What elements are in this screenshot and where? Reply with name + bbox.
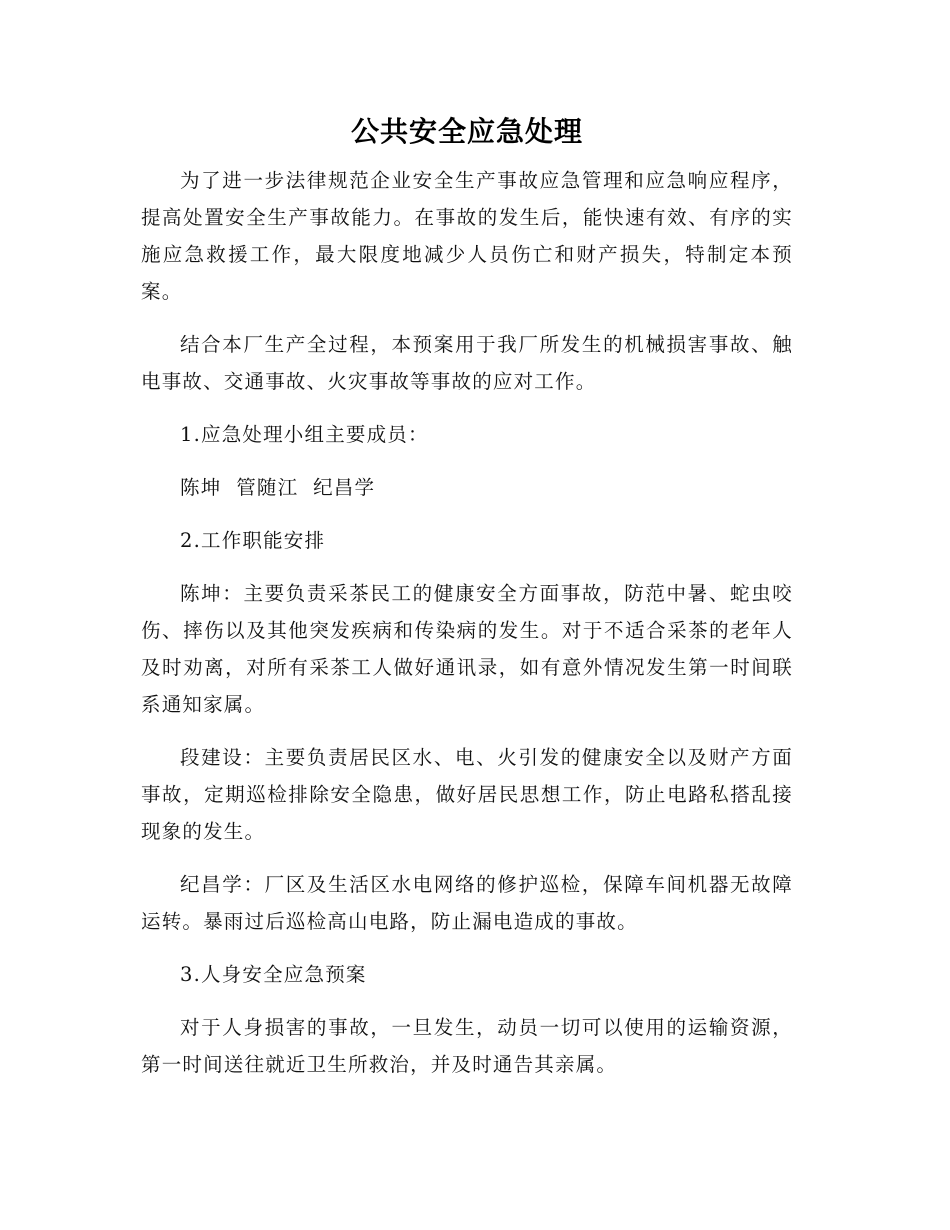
- duty-paragraph-jichangxue: 纪昌学：厂区及生活区水电网络的修护巡检，保障车间机器无故障运转。暴雨过后巡检高山电路，防止漏电造成的事故。: [141, 873, 793, 933]
- document-title: 公共安全应急处理: [350, 115, 583, 148]
- duty-paragraph-chenkun: 陈坤：主要负责采茶民工的健康安全方面事故，防范中暑、蛇虫咬伤、摔伤以及其他突发疾病和传染病的发生。对于不适合采茶的老年人及时劝离，对所有采茶工人做好通讯录，如有意外情况发生第一时间联系通知家属。: [141, 582, 793, 716]
- members-list: 陈坤 管随江 纪昌学: [180, 476, 376, 499]
- scope-paragraph: 结合本厂生产全过程，本预案用于我厂所发生的机械损害事故、触电事故、交通事故、火灾事故等事故的应对工作。: [141, 333, 793, 393]
- section-3-heading: 3.人身安全应急预案: [180, 963, 367, 986]
- section-1-heading: 1.应急处理小组主要成员：: [180, 423, 429, 446]
- intro-paragraph: 为了进一步法律规范企业安全生产事故应急管理和应急响应程序，提高处置安全生产事故能力。在事故的发生后，能快速有效、有序的实施应急救援工作，最大限度地减少人员伤亡和财产损失，特制定本预案。: [141, 169, 793, 303]
- duty-paragraph-duanjianshe: 段建设：主要负责居民区水、电、火引发的健康安全以及财产方面事故，定期巡检排除安全隐患，做好居民思想工作，防止电路私搭乱接现象的发生。: [141, 746, 793, 843]
- personal-safety-paragraph: 对于人身损害的事故，一旦发生，动员一切可以使用的运输资源，第一时间送往就近卫生所救治，并及时通告其亲属。: [141, 1016, 793, 1076]
- section-2-heading: 2.工作职能安排: [180, 529, 326, 552]
- document-body: [141, 110, 793, 1099]
